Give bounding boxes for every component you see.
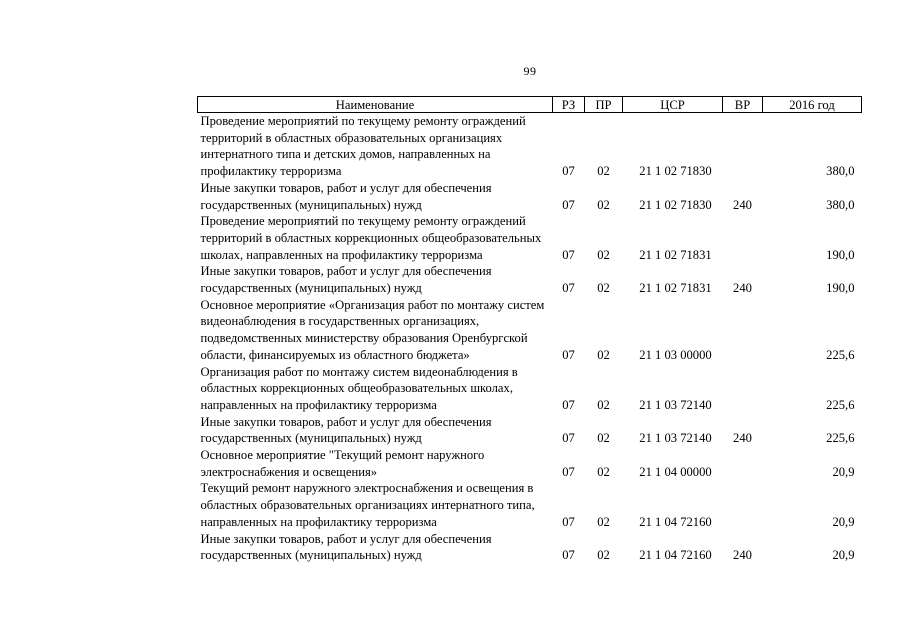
row-pr: 02 bbox=[597, 281, 610, 296]
row-csr: 21 1 02 71830 bbox=[639, 197, 712, 212]
budget-table bbox=[197, 96, 862, 564]
table-row bbox=[198, 263, 862, 296]
row-name: Иные закупки товаров, работ и услуг для обеспечения государственных (муниципальных) нужд bbox=[200, 414, 492, 446]
row-pr: 02 bbox=[597, 431, 610, 446]
row-csr: 21 1 04 72160 bbox=[639, 548, 712, 563]
row-csr: 21 1 03 00000 bbox=[639, 347, 712, 362]
row-csr: 21 1 03 72140 bbox=[639, 431, 712, 446]
row-vr: 240 bbox=[733, 281, 752, 296]
table-row bbox=[198, 180, 862, 213]
row-vr: 240 bbox=[733, 431, 752, 446]
row-name: Основное мероприятие «Организация работ по монтажу систем видеонаблюдения в государственных организациях, подведомственных министерству образования Оренбургской области, финансируемых из областного бюджета» bbox=[200, 297, 545, 362]
row-name: Проведение мероприятий по текущему ремонту ограждений территорий в областных коррекционных общеобразовательных школах, направленных на профилактику терроризма bbox=[200, 214, 542, 262]
row-amount: 225,6 bbox=[826, 397, 855, 412]
row-pr: 02 bbox=[597, 164, 610, 179]
row-vr bbox=[723, 364, 763, 414]
row-pr: 02 bbox=[597, 197, 610, 212]
row-amount: 20,9 bbox=[832, 514, 855, 529]
header-year: 2016 год bbox=[763, 97, 862, 113]
row-pr: 02 bbox=[597, 247, 610, 262]
row-rz: 07 bbox=[562, 347, 575, 362]
row-rz: 07 bbox=[562, 548, 575, 563]
row-name: Иные закупки товаров, работ и услуг для обеспечения государственных (муниципальных) нужд bbox=[200, 264, 492, 296]
table-row bbox=[198, 364, 862, 414]
row-rz: 07 bbox=[562, 397, 575, 412]
header-name: Наименование bbox=[198, 97, 553, 113]
row-csr: 21 1 02 71830 bbox=[639, 164, 712, 179]
row-name: Организация работ по монтажу систем видеонаблюдения в областных коррекционных общеобразовательных школах, направленных на профилактику терроризма bbox=[200, 364, 518, 412]
row-csr: 21 1 02 71831 bbox=[639, 247, 712, 262]
row-vr bbox=[723, 447, 763, 480]
row-amount: 225,6 bbox=[826, 347, 855, 362]
row-vr bbox=[723, 213, 763, 263]
table-body bbox=[198, 113, 862, 564]
row-rz: 07 bbox=[562, 197, 575, 212]
row-amount: 190,0 bbox=[826, 247, 855, 262]
row-pr: 02 bbox=[597, 464, 610, 479]
row-amount: 20,9 bbox=[832, 548, 855, 563]
row-vr: 240 bbox=[733, 548, 752, 563]
row-csr: 21 1 04 00000 bbox=[639, 464, 712, 479]
header-csr: ЦСР bbox=[623, 97, 723, 113]
row-pr: 02 bbox=[597, 548, 610, 563]
row-name: Текущий ремонт наружного электроснабжения и освещения в областных образовательных организациях интернатного типа, направленных на профилактику терроризма bbox=[200, 481, 535, 529]
row-vr bbox=[723, 480, 763, 530]
row-csr: 21 1 03 72140 bbox=[639, 397, 712, 412]
row-vr bbox=[723, 297, 763, 364]
table-row bbox=[198, 447, 862, 480]
table-row bbox=[198, 480, 862, 530]
row-rz: 07 bbox=[562, 514, 575, 529]
table-row bbox=[198, 414, 862, 447]
row-pr: 02 bbox=[597, 397, 610, 412]
table-row bbox=[198, 213, 862, 263]
row-csr: 21 1 02 71831 bbox=[639, 281, 712, 296]
row-csr: 21 1 04 72160 bbox=[639, 514, 712, 529]
row-amount: 20,9 bbox=[832, 464, 855, 479]
header-rz: РЗ bbox=[553, 97, 585, 113]
row-rz: 07 bbox=[562, 247, 575, 262]
table-row bbox=[198, 531, 862, 564]
table-header bbox=[198, 97, 862, 113]
row-pr: 02 bbox=[597, 514, 610, 529]
row-rz: 07 bbox=[562, 431, 575, 446]
row-rz: 07 bbox=[562, 281, 575, 296]
row-vr: 240 bbox=[733, 197, 752, 212]
row-pr: 02 bbox=[597, 347, 610, 362]
table-row bbox=[198, 113, 862, 180]
header-pr: ПР bbox=[585, 97, 623, 113]
table-row bbox=[198, 297, 862, 364]
header-row bbox=[198, 97, 862, 113]
row-vr bbox=[723, 113, 763, 180]
row-name: Иные закупки товаров, работ и услуг для обеспечения государственных (муниципальных) нужд bbox=[200, 531, 492, 563]
row-amount: 380,0 bbox=[826, 164, 855, 179]
row-name: Иные закупки товаров, работ и услуг для обеспечения государственных (муниципальных) нужд bbox=[200, 180, 492, 212]
row-name: Проведение мероприятий по текущему ремонту ограждений территорий в областных образовательных организациях интернатного типа и детских домов, направленных на профилактику терроризма bbox=[200, 114, 526, 179]
row-amount: 225,6 bbox=[826, 431, 855, 446]
header-vr: ВР bbox=[723, 97, 763, 113]
page-number: 99 bbox=[523, 64, 537, 78]
row-name: Основное мероприятие "Текущий ремонт наружного электроснабжения и освещения» bbox=[200, 448, 485, 479]
row-amount: 380,0 bbox=[826, 197, 855, 212]
row-rz: 07 bbox=[562, 164, 575, 179]
row-rz: 07 bbox=[562, 464, 575, 479]
row-amount: 190,0 bbox=[826, 281, 855, 296]
